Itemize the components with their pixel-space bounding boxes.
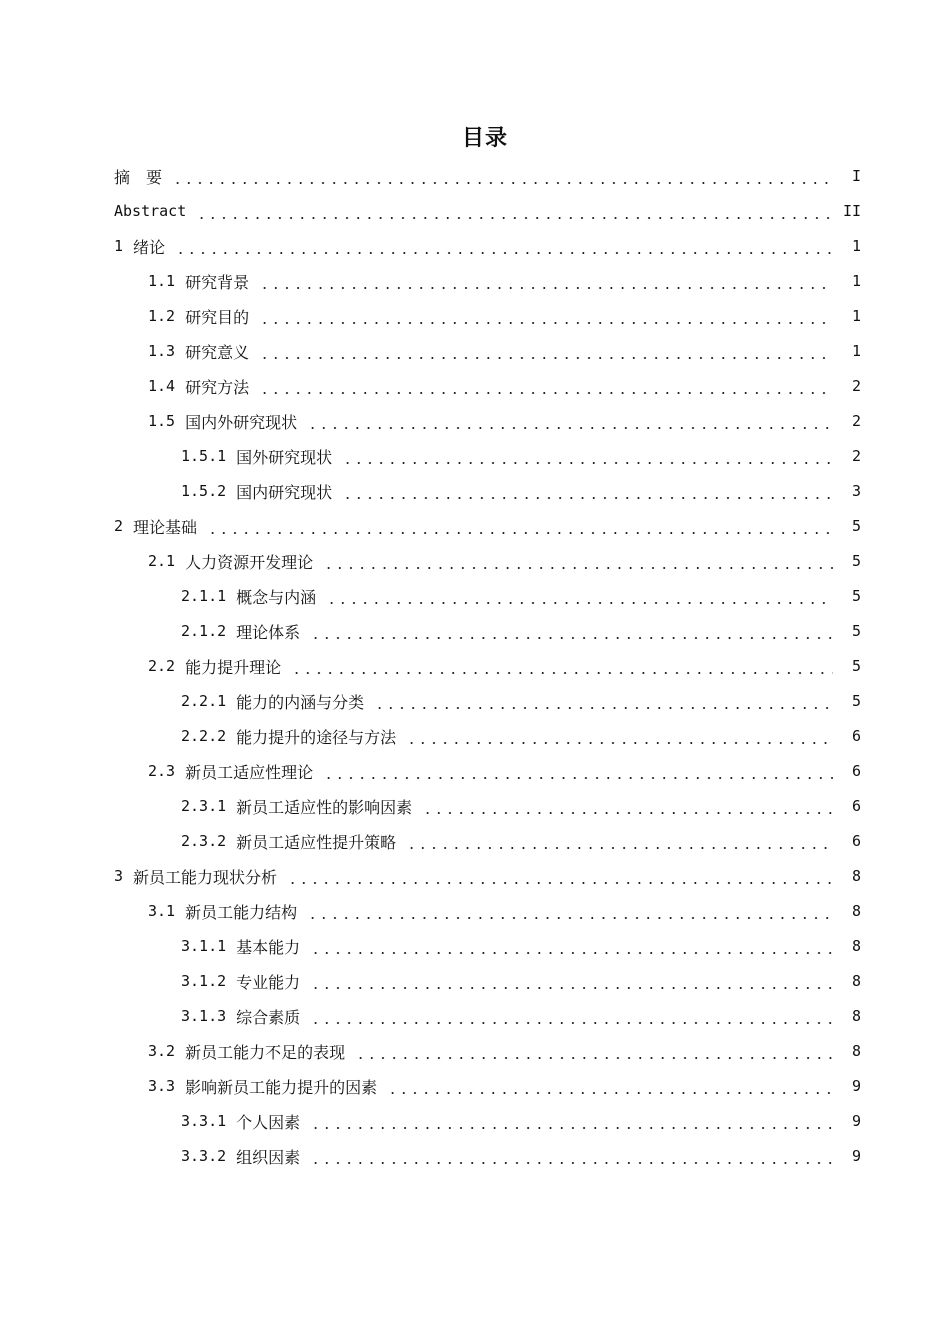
toc-entry[interactable] <box>114 861 861 891</box>
toc-dot-leader <box>196 202 831 220</box>
toc-entry-page-number: 6 <box>851 797 861 815</box>
toc-entry-page-number: 6 <box>851 727 861 745</box>
toc-entry[interactable] <box>181 1106 861 1136</box>
toc-entry-number: 2.3.1 <box>181 797 227 815</box>
toc-entry-label: 国内研究现状 <box>236 482 333 502</box>
toc-entry-page-number: 5 <box>851 552 861 570</box>
toc-entry-page-number: 5 <box>851 692 861 710</box>
toc-entry-page-number: 9 <box>851 1077 861 1095</box>
toc-entry[interactable] <box>148 896 861 926</box>
toc-entry-number: 2.2.2 <box>181 727 227 745</box>
toc-entry-page-number: 2 <box>851 412 861 430</box>
toc-entry-label: 新员工适应性的影响因素 <box>236 797 413 817</box>
toc-dot-leader <box>406 832 833 850</box>
toc-entry-page-number: 1 <box>851 342 861 360</box>
toc-entry-number: 3.3 <box>148 1077 176 1095</box>
toc-entry[interactable] <box>181 1141 861 1171</box>
toc-entry-label: 国内外研究现状 <box>185 412 298 432</box>
toc-entry-number: 3.1.1 <box>181 937 227 955</box>
toc-dot-leader <box>342 482 833 500</box>
toc-dot-leader <box>310 622 833 640</box>
toc-entry-number: 1.2 <box>148 307 176 325</box>
toc-entry-number: 2.1.1 <box>181 587 227 605</box>
toc-entry-number: 2.1.2 <box>181 622 227 640</box>
toc-entry[interactable] <box>181 791 861 821</box>
toc-entry-number: 3.1.3 <box>181 1007 227 1025</box>
toc-entry[interactable] <box>114 231 861 261</box>
toc-entry-number: 1.5.1 <box>181 447 227 465</box>
toc-dot-leader <box>287 867 833 885</box>
toc-entry-label: Abstract <box>114 202 187 220</box>
toc-dot-leader <box>259 342 833 360</box>
toc-entry-number: 1.5.2 <box>181 482 227 500</box>
toc-entry-page-number: 2 <box>851 447 861 465</box>
toc-entry-label: 新员工适应性理论 <box>185 762 314 782</box>
toc-dot-leader <box>175 237 833 255</box>
toc-dot-leader <box>310 937 833 955</box>
toc-entry-page-number: 8 <box>851 902 861 920</box>
toc-entry-number: 1.1 <box>148 272 176 290</box>
toc-entry[interactable] <box>148 336 861 366</box>
toc-dot-leader <box>310 1007 833 1025</box>
toc-entry-label: 能力的内涵与分类 <box>236 692 365 712</box>
toc-entry-label: 人力资源开发理论 <box>185 552 314 572</box>
toc-dot-leader <box>374 692 833 710</box>
toc-entry-label: 新员工适应性提升策略 <box>236 832 397 852</box>
toc-entry-label: 个人因素 <box>236 1112 301 1132</box>
toc-entry[interactable] <box>181 826 861 856</box>
toc-dot-leader <box>422 797 833 815</box>
toc-entry-page-number: 8 <box>851 937 861 955</box>
toc-entry-label: 概念与内涵 <box>236 587 317 607</box>
toc-dot-leader <box>207 517 833 535</box>
toc-entry[interactable] <box>148 756 861 786</box>
toc-entry-label: 理论体系 <box>236 622 301 642</box>
toc-entry[interactable] <box>181 476 861 506</box>
toc-entry-label: 基本能力 <box>236 937 301 957</box>
toc-entry-page-number: 5 <box>851 587 861 605</box>
toc-entry-page-number: 3 <box>851 482 861 500</box>
toc-entry-label: 摘 要 <box>114 167 163 187</box>
toc-entry-label: 新员工能力不足的表现 <box>185 1042 346 1062</box>
toc-dot-leader <box>355 1042 833 1060</box>
toc-entry-page-number: 5 <box>851 657 861 675</box>
toc-entry-label: 研究意义 <box>185 342 250 362</box>
toc-entry-page-number: 8 <box>851 867 861 885</box>
toc-entry-label: 研究方法 <box>185 377 250 397</box>
toc-entry-page-number: 5 <box>851 517 861 535</box>
toc-entry-label: 研究目的 <box>185 307 250 327</box>
page-title: 目录 <box>461 126 508 151</box>
toc-entry-number: 3.3.1 <box>181 1112 227 1130</box>
toc-entry[interactable] <box>148 1036 861 1066</box>
toc-entry-page-number: 2 <box>851 377 861 395</box>
toc-dot-leader <box>387 1077 833 1095</box>
toc-entry-page-number: I <box>851 167 861 185</box>
toc-entry-number: 2.2 <box>148 657 176 675</box>
toc-entry[interactable] <box>114 511 861 541</box>
toc-entry-label: 国外研究现状 <box>236 447 333 467</box>
toc-entry-number: 2.1 <box>148 552 176 570</box>
toc-dot-leader <box>310 1147 833 1165</box>
toc-entry[interactable] <box>148 301 861 331</box>
toc-dot-leader <box>406 727 833 745</box>
toc-entry-page-number: 8 <box>851 1007 861 1025</box>
toc-entry-label: 组织因素 <box>236 1147 301 1167</box>
toc-entry-number: 3 <box>114 867 124 885</box>
toc-entry-label: 能力提升的途径与方法 <box>236 727 397 747</box>
toc-dot-leader <box>307 412 833 430</box>
toc-entry-page-number: 1 <box>851 237 861 255</box>
toc-entry-number: 3.2 <box>148 1042 176 1060</box>
toc-entry-page-number: 6 <box>851 762 861 780</box>
toc-entry[interactable] <box>181 966 861 996</box>
toc-dot-leader <box>172 167 833 185</box>
toc-dot-leader <box>326 587 833 605</box>
toc-entry-page-number: 1 <box>851 272 861 290</box>
toc-entry-number: 2.3 <box>148 762 176 780</box>
toc-entry-label: 新员工能力结构 <box>185 902 298 922</box>
toc-entry-number: 1.5 <box>148 412 176 430</box>
toc-entry-page-number: 9 <box>851 1112 861 1130</box>
toc-entry-page-number: 1 <box>851 307 861 325</box>
toc-entry-number: 2.3.2 <box>181 832 227 850</box>
toc-entry-number: 3.1.2 <box>181 972 227 990</box>
toc-entry-page-number: 5 <box>851 622 861 640</box>
toc-entry-number: 2.2.1 <box>181 692 227 710</box>
toc-entry[interactable] <box>114 196 861 226</box>
toc-entry[interactable] <box>148 1071 861 1101</box>
toc-dot-leader <box>307 902 833 920</box>
toc-dot-leader <box>342 447 833 465</box>
toc-entry-number: 3.3.2 <box>181 1147 227 1165</box>
toc-entry-label: 能力提升理论 <box>185 657 282 677</box>
toc-entry-page-number: II <box>842 202 861 220</box>
toc-dot-leader <box>310 1112 833 1130</box>
toc-entry-label: 理论基础 <box>133 517 198 537</box>
toc-entry-number: 3.1 <box>148 902 176 920</box>
toc-entry-page-number: 9 <box>851 1147 861 1165</box>
toc-entry-label: 综合素质 <box>236 1007 301 1027</box>
toc-entry-page-number: 6 <box>851 832 861 850</box>
toc-entry[interactable] <box>181 581 861 611</box>
toc-entry[interactable] <box>181 616 861 646</box>
toc-entry[interactable] <box>148 651 861 681</box>
toc-entry-label: 影响新员工能力提升的因素 <box>185 1077 378 1097</box>
toc-dot-leader <box>323 552 833 570</box>
toc-entry-label: 绪论 <box>133 237 166 257</box>
toc-dot-leader <box>259 307 833 325</box>
toc-entry[interactable] <box>181 1001 861 1031</box>
toc-entry-page-number: 8 <box>851 1042 861 1060</box>
toc-entry[interactable] <box>148 371 861 401</box>
toc-entry[interactable] <box>181 721 861 751</box>
toc-entry-page-number: 8 <box>851 972 861 990</box>
toc-entry-number: 1.3 <box>148 342 176 360</box>
toc-dot-leader <box>291 657 833 675</box>
toc-entry[interactable] <box>181 686 861 716</box>
toc-entry[interactable] <box>181 931 861 961</box>
toc-dot-leader <box>323 762 833 780</box>
toc-entry[interactable] <box>148 266 861 296</box>
toc-dot-leader <box>310 972 833 990</box>
toc-entry-label: 新员工能力现状分析 <box>133 867 278 887</box>
toc-entry[interactable] <box>148 546 861 576</box>
toc-entry-number: 1 <box>114 237 124 255</box>
toc-entry-number: 1.4 <box>148 377 176 395</box>
toc-dot-leader <box>259 272 833 290</box>
toc-entry[interactable] <box>148 406 861 436</box>
toc-entry[interactable] <box>181 441 861 471</box>
toc-entry-number: 2 <box>114 517 124 535</box>
toc-entry[interactable] <box>114 161 861 191</box>
toc-entry-label: 专业能力 <box>236 972 301 992</box>
toc-entry-label: 研究背景 <box>185 272 250 292</box>
toc-dot-leader <box>259 377 833 395</box>
